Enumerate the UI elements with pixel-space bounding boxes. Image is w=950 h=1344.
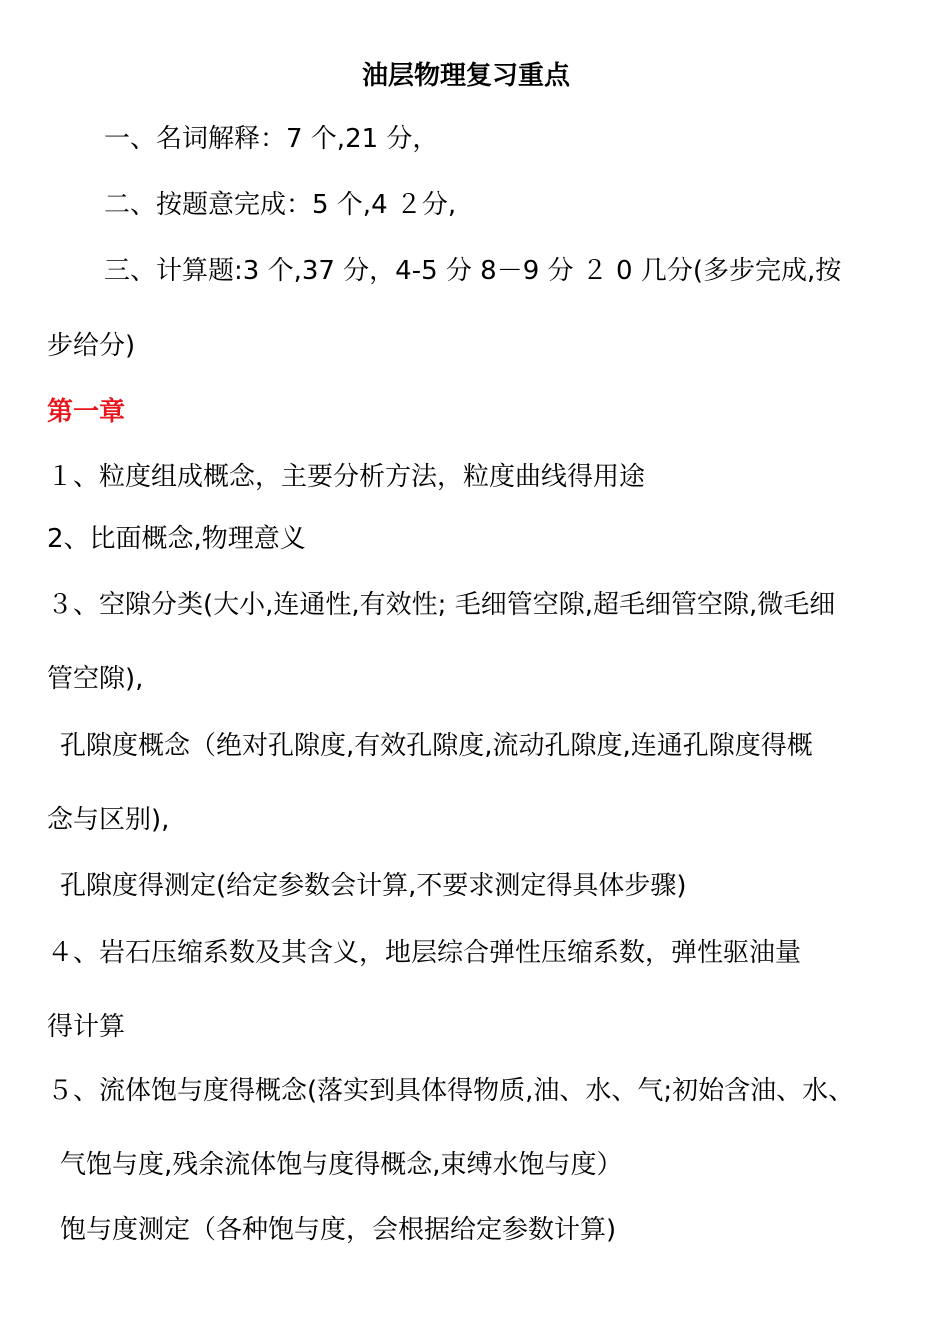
- list-item: １、粒度组成概念，主要分析方法，粒度曲线得用途: [47, 462, 646, 492]
- list-item: 气饱与度,残余流体饱与度得概念,束缚水饱与度）: [60, 1150, 623, 1180]
- list-item: ４、岩石压缩系数及其含义，地层综合弹性压缩系数，弹性驱油量: [47, 938, 802, 968]
- list-item: 饱与度测定（各种饱与度，会根据给定参数计算): [60, 1215, 617, 1245]
- exam-line-3: 三、计算题:3 个,37 分，4-5 分 8－9 分 ２ 0 几分(多步完成,按: [104, 256, 842, 286]
- list-item: 管空隙),: [47, 664, 144, 694]
- list-item: 念与区别),: [47, 805, 170, 835]
- exam-line-1: 一、名词解释：7 个,21 分，: [104, 124, 439, 154]
- list-item: 2、比面概念,物理意义: [47, 524, 306, 554]
- list-item: 得计算: [47, 1012, 126, 1042]
- document-title: 油层物理复习重点: [362, 61, 571, 91]
- chapter-heading: 第一章: [47, 397, 126, 427]
- list-item: 孔隙度概念（绝对孔隙度,有效孔隙度,流动孔隙度,连通孔隙度得概: [60, 731, 813, 761]
- list-item: ３、空隙分类(大小,连通性,有效性; 毛细管空隙,超毛细管空隙,微毛细: [47, 590, 836, 620]
- list-item: ５、流体饱与度得概念(落实到具体得物质,油、水、气;初始含油、水、: [47, 1076, 855, 1106]
- exam-line-2: 二、按题意完成：5 个,4 ２分,: [104, 190, 457, 220]
- exam-line-4: 步给分): [47, 331, 136, 361]
- list-item: 孔隙度得测定(给定参数会计算,不要求测定得具体步骤): [60, 871, 687, 901]
